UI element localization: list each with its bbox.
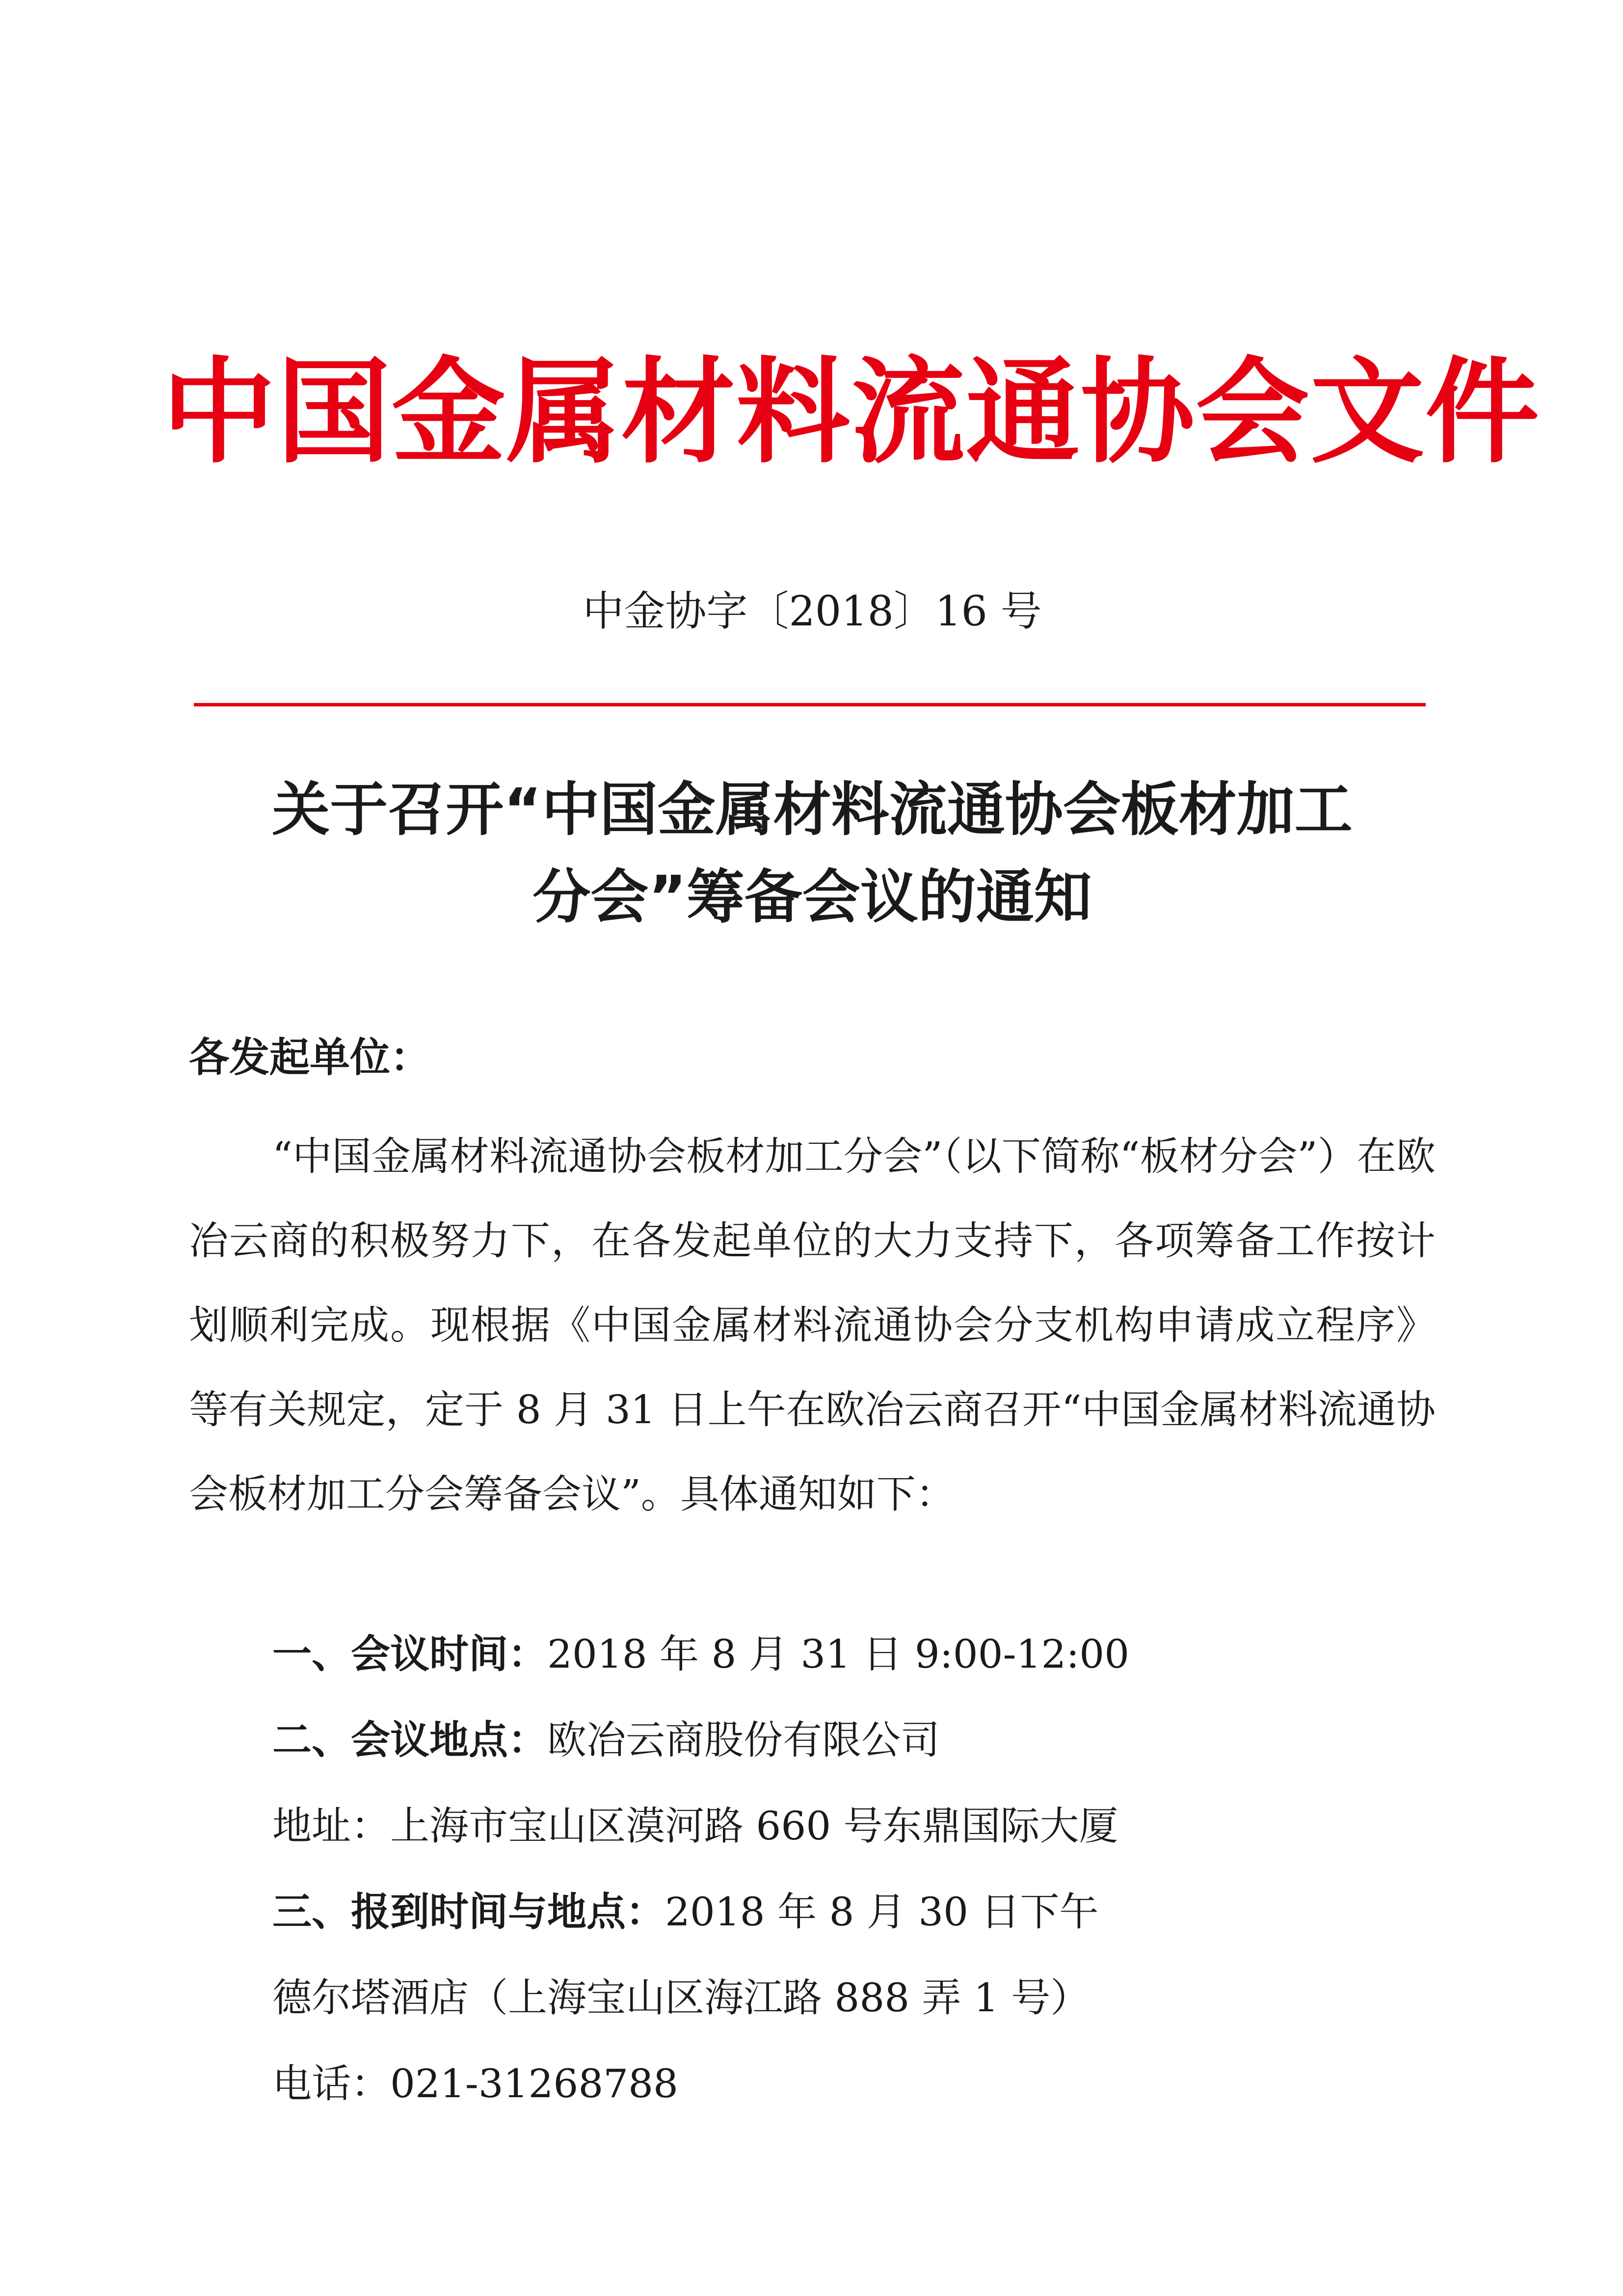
meeting-place-value: 欧冶云商股份有限公司 bbox=[547, 1717, 940, 1763]
salutation: 各发起单位： bbox=[189, 1034, 431, 1081]
checkin-value: 2018 年 8 月 30 日下午 bbox=[665, 1889, 1099, 1935]
notice-title bbox=[162, 766, 1463, 941]
document-number: 中金协字〔2018〕16 号 bbox=[583, 587, 1042, 635]
checkin-item bbox=[272, 1883, 1098, 1942]
phone-line: 电话：021-31268788 bbox=[272, 2061, 678, 2107]
meeting-place-item bbox=[272, 1711, 940, 1770]
notice-title-line-2: 分会”筹备会议的通知 bbox=[532, 863, 1092, 931]
masthead-title: 中国金属材料流通协会文件 bbox=[162, 346, 1541, 479]
meeting-address: 地址：上海市宝山区漠河路 660 号东鼎国际大厦 bbox=[272, 1803, 1118, 1849]
checkin-label: 三、报到时间与地点： bbox=[272, 1889, 665, 1935]
body-paragraph: “中国金属材料流通协会板材加工分会”（以下简称“板材分会”）在欧冶云商的积极努力下，在各发起单位的大力支持下，各项筹备工作按计划顺利完成。现根据《中国金属材料流通协会分支机构申请成立程序》等有关规定，定于 8 月 31 日上午在欧冶云商召开“中国金属材料流通协会板材加工分会筹备会议”。具体通知如下： bbox=[189, 1134, 1436, 1517]
hotel-line: 德尔塔酒店（上海宝山区海江路 888 弄 1 号） bbox=[272, 1975, 1090, 2021]
notice-title-line-1: 关于召开“中国金属材料流通协会板材加工 bbox=[272, 776, 1353, 843]
meeting-time-value: 2018 年 8 月 31 日 9:00-12:00 bbox=[547, 1631, 1130, 1677]
meeting-place-label: 二、会议地点： bbox=[272, 1717, 547, 1763]
meeting-time-item bbox=[272, 1625, 1129, 1684]
meeting-time-label: 一、会议时间： bbox=[272, 1631, 547, 1677]
red-divider-line bbox=[194, 703, 1426, 706]
